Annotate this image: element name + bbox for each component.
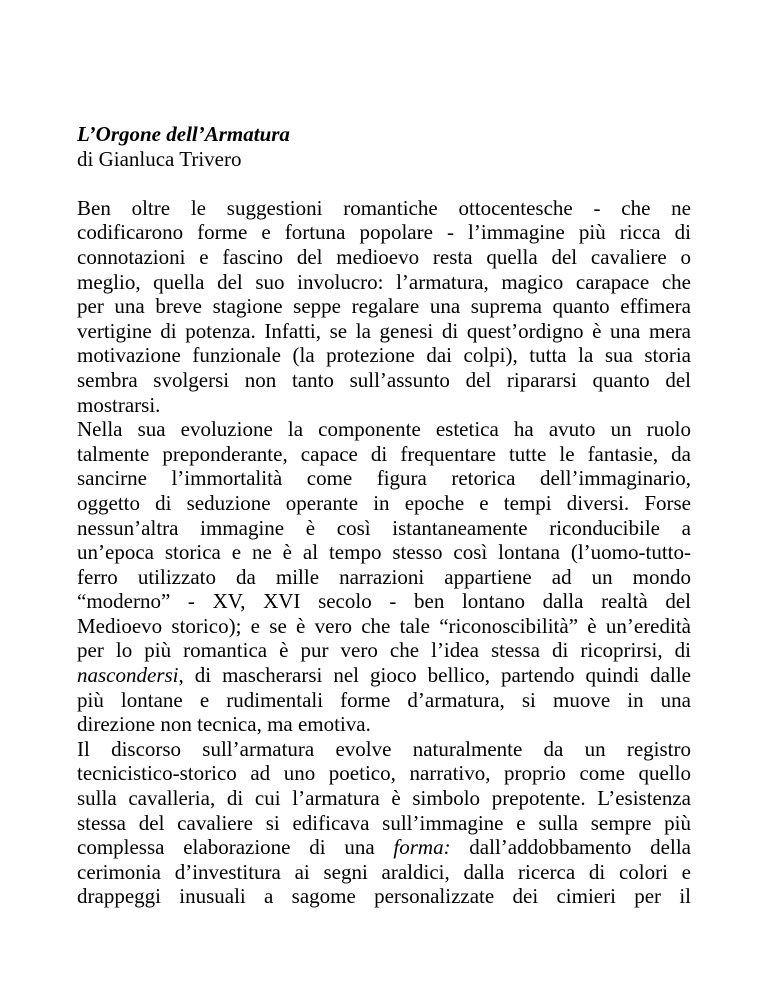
text-segment: sembra svolgersi non tanto sull’assunto del ripararsi quanto del <box>77 367 691 392</box>
document-author: di Gianluca Trivero <box>77 146 242 171</box>
text-segment: sulla cavalleria, di cui l’armatura è simbolo prepotente. L’esistenza <box>77 786 691 811</box>
text-line <box>77 245 691 270</box>
text-line <box>77 343 691 368</box>
text-line <box>77 491 691 516</box>
text-line <box>77 614 691 639</box>
text-line <box>77 417 691 442</box>
text-line <box>77 294 691 319</box>
text-line <box>77 737 691 762</box>
text-segment: “moderno” - XV, XVI secolo - ben lontano dalla realtà del <box>77 589 691 614</box>
text-segment: talmente preponderante, capace di frequentare tutte le fantasie, da <box>77 441 691 466</box>
text-line <box>77 786 691 811</box>
text-segment: tecnicistico-storico ad uno poetico, narrativo, proprio come quello <box>77 761 691 786</box>
document-title: L’Orgone dell’Armatura <box>77 122 290 146</box>
text-line <box>77 270 691 295</box>
paragraph <box>77 737 691 909</box>
text-segment: Ben oltre le suggestioni romantiche ottocentesche - che ne <box>77 195 691 220</box>
text-line <box>77 196 691 221</box>
text-line <box>77 638 691 663</box>
text-line <box>77 663 691 688</box>
text-line <box>77 540 691 565</box>
text-segment: complessa elaborazione di una <box>77 835 394 860</box>
text-segment: per lo più romantica è pur vero che l’idea stessa di ricoprirsi, di <box>77 638 691 663</box>
text-line <box>77 589 691 614</box>
text-segment: mostrarsi. <box>77 392 161 417</box>
paragraph <box>77 196 691 417</box>
text-segment: direzione non tecnica, ma emotiva. <box>77 712 371 737</box>
text-line <box>77 319 691 344</box>
text-line <box>77 835 691 860</box>
text-segment: Medioevo storico); e se è vero che tale “riconoscibilità” è un’eredità <box>77 613 691 638</box>
text-segment: un’epoca storica e ne è al tempo stesso così lontana (l’uomo-tutto- <box>77 540 691 565</box>
text-segment: per una breve stagione seppe regalare una suprema quanto effimera <box>77 294 691 319</box>
text-line <box>77 393 691 418</box>
italic-text: nascondersi <box>77 663 179 688</box>
text-segment: Nella sua evoluzione la componente estetica ha avuto un ruolo <box>77 417 691 442</box>
text-line <box>77 516 691 541</box>
text-segment: , di mascherarsi nel gioco bellico, partendo quindi dalle <box>178 663 691 688</box>
text-segment: più lontane e rudimentali forme d’armatura, si muove in una <box>77 687 691 712</box>
text-segment: vertigine di potenza. Infatti, se la genesi di quest’ordigno è una mera <box>77 318 691 343</box>
text-segment: stessa del cavaliere si edificava sull’immagine e sulla sempre più <box>77 810 691 835</box>
text-line <box>77 860 691 885</box>
text-line <box>77 811 691 836</box>
paragraph <box>77 417 691 737</box>
text-line <box>77 466 691 491</box>
document-body <box>77 196 691 909</box>
text-segment: nessun’altra immagine è così istantaneamente riconducibile a <box>77 515 691 540</box>
text-line <box>77 442 691 467</box>
text-segment: Il discorso sull’armatura evolve naturalmente da un registro <box>77 736 691 761</box>
text-line <box>77 368 691 393</box>
text-line <box>77 220 691 245</box>
text-segment: oggetto di seduzione operante in epoche e tempi diversi. Forse <box>77 490 691 515</box>
text-segment: cerimonia d’investitura ai segni araldici, dalla ricerca di colori e <box>77 859 691 884</box>
text-segment: dall’addobbamento della <box>450 835 691 860</box>
text-line <box>77 688 691 713</box>
italic-text: forma: <box>393 835 451 860</box>
text-segment: codificarono forme e fortuna popolare - l’immagine più ricca di <box>77 220 691 245</box>
text-segment: connotazioni e fascino del medioevo resta quella del cavaliere o <box>77 244 691 269</box>
text-segment: drappeggi inusuali a sagome personalizzate dei cimieri per il <box>77 884 691 909</box>
text-segment: ferro utilizzato da mille narrazioni appartiene ad un mondo <box>77 564 691 589</box>
text-line <box>77 884 691 909</box>
text-line <box>77 565 691 590</box>
text-line <box>77 761 691 786</box>
text-segment: meglio, quella del suo involucro: l’armatura, magico carapace che <box>77 269 691 294</box>
text-segment: sancirne l’immortalità come figura retorica dell’immaginario, <box>77 466 691 491</box>
document-page <box>77 122 691 909</box>
text-segment: motivazione funzionale (la protezione dai colpi), tutta la sua storia <box>77 343 691 368</box>
text-line <box>77 712 691 737</box>
